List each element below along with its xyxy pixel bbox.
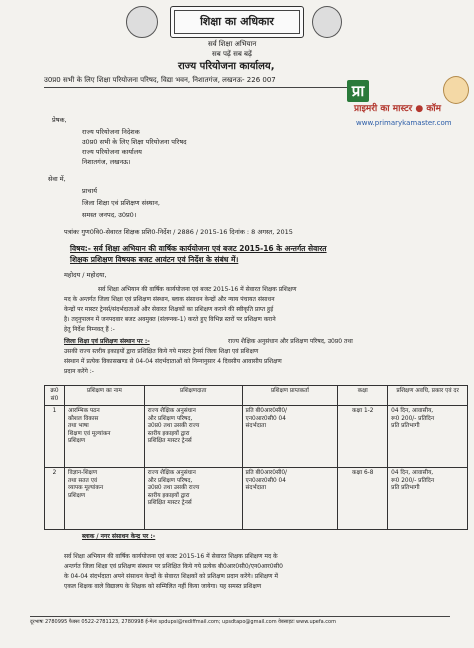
rte-banner <box>170 6 304 38</box>
col-header-sn: क्र0 सं0 <box>45 386 65 406</box>
col-header-class: कक्षा <box>338 386 388 406</box>
watermark-site-hindi: प्राइमरी का मास्टर ● कॉम <box>354 104 441 114</box>
cell-text: विज्ञान-शिक्षण <box>67 470 98 476</box>
col-header-name: प्रशिक्षण का नाम <box>64 386 144 406</box>
recipient-label: सेवा में, <box>48 175 66 183</box>
para1-line5: हेतु निर्देश निम्नवत् हैं :- <box>64 326 115 333</box>
cell-text: प्रशिक्षण <box>67 438 86 444</box>
cell-text: प्रति प्रतिभागी <box>391 485 420 491</box>
banner-title: शिक्षा का अधिकार <box>174 10 300 34</box>
cell-text: तथा भाषा <box>67 423 89 429</box>
col-header-duration: प्रशिक्षण अवधि, प्रकार एवं दर <box>388 386 468 406</box>
cell-duration <box>388 406 468 468</box>
tagline-motto: सब पढ़ें सब बढ़ें <box>212 50 252 58</box>
reference-number: पत्रांकः गुण0वि0-सेवारत शिक्षक प्रशि0-निर्देश / 2886 / 2015-16 दिनांक : 8 अगस्त, 2015 <box>64 228 293 236</box>
cell-sn: 1 <box>45 406 65 468</box>
office-address: उ0प्र0 सभी के लिए शिक्षा परियोजना परिषद, विद्या भवन, निशातगंज, लखनऊ- 226 007 <box>44 76 276 84</box>
para2-line3: के 04-04 संदर्भदाता अपने संसाधन केन्द्रों के सेवारत शिक्षकों को प्रशिक्षण प्रदान करेंगे। प्रशिक्षण में <box>64 573 278 580</box>
cell-text: राज्य शैक्षिक अनुसंधान <box>147 470 196 476</box>
para2-line4: एकल शिक्षक वाले विद्यालय के शिक्षक को सम्मिलित नहीं किया जायेगा। यह समस्त प्रशिक्षण <box>64 583 262 590</box>
reading-child-illustration <box>126 6 158 38</box>
cell-text: 04 दिन, आवासीय, <box>391 408 434 414</box>
sender-label: प्रेषक, <box>52 116 67 124</box>
office-name: राज्य परियोजना कार्यालय, <box>178 61 275 72</box>
cell-text: और प्रशिक्षण परिषद, <box>147 477 193 484</box>
subject-line1: विषय:- सर्व शिक्षा अभियान की वार्षिक कार्ययोजना एवं बजट 2015-16 के अन्तर्गत सेवारत <box>70 244 327 253</box>
cell-class: कक्षा 1-2 <box>338 406 388 468</box>
cell-text: आरम्भिक पठन <box>67 408 100 414</box>
cell-text: स्तरीय इकाइयों द्वारा <box>147 430 190 437</box>
cell-text: संदर्भदाता <box>245 485 266 491</box>
cell-text: प्रशिक्षित मास्टर ट्रेनर्स <box>147 500 192 506</box>
cell-text: स्तरीय इकाइयों द्वारा <box>147 492 190 499</box>
cell-sn: 2 <box>45 468 65 530</box>
cell-text: रू0 200/- प्रतिदिन <box>391 415 435 422</box>
sender-line4: निशातगंज, लखनऊ। <box>82 158 131 166</box>
para1-line1: सर्व शिक्षा अभियान की वार्षिक कार्ययोजना एवं बजट 2015-16 में सेवारत शिक्षक प्रशिक्षण <box>98 286 297 293</box>
para2-line1: सर्व शिक्षा अभियान की वार्षिक कार्ययोजना एवं बजट 2015-16 में सेवारत शिक्षक प्रशिक्षण मद के <box>64 553 278 560</box>
table-row <box>45 468 468 530</box>
cell-trainee <box>242 406 338 468</box>
cell-duration <box>388 468 468 530</box>
reading-child-illustration-right <box>312 6 342 38</box>
cell-text: रू0 200/- प्रतिदिन <box>391 477 435 484</box>
footer-rule <box>30 616 450 617</box>
cell-trainer <box>144 468 242 530</box>
cell-name <box>64 468 144 530</box>
cell-trainer <box>144 406 242 468</box>
sender-line1: राज्य परियोजना निदेशक <box>82 128 140 136</box>
sender-line2: उ0प्र0 सभी के लिए शिक्षा परियोजना परिषद <box>82 138 187 146</box>
subject-line2: शिक्षक प्रशिक्षण विषयक बजट आवंटन एवं निर्देश के संबंध में। <box>70 255 239 264</box>
cell-text: प्रशिक्षण <box>67 492 86 499</box>
cell-name <box>64 406 144 468</box>
para2-line2: अन्तर्गत जिला शिक्षा एवं प्रशिक्षण संस्थान पर प्रशिक्षित किये गये प्रत्येक बी0आर0सी0/एन0आर0सी0 <box>64 563 283 570</box>
cell-text: उ0प्र0 तथा उसकी राज्य <box>147 485 200 491</box>
para1-line2: मद के अन्तर्गत जिला शिक्षा एवं प्रशिक्षण संस्थान, ब्लाक संसाधन केन्द्रों और न्याय पंचायत संसाधन <box>64 296 275 303</box>
cell-text: प्रति बी0आर0सी0/ <box>245 470 288 476</box>
cell-text: प्रशिक्षित मास्टर ट्रेनर्स <box>147 438 192 444</box>
master-face-icon <box>443 76 469 104</box>
cell-text: प्रति प्रतिभागी <box>391 423 420 429</box>
cell-text: 04 दिन, आवासीय, <box>391 470 434 476</box>
tagline-ssa: सर्व शिक्षा अभियान <box>208 40 257 48</box>
cell-text: उ0प्र0 तथा उसकी राज्य <box>147 423 200 429</box>
cell-text: और प्रशिक्षण परिषद, <box>147 415 193 422</box>
watermark-url: www.primarykamaster.com <box>356 119 452 127</box>
diet-para-line1: राज्य शैक्षिक अनुसंधान और प्रशिक्षण परिषद, उ0प्र0 तथा <box>228 338 353 345</box>
cell-class: कक्षा 6-8 <box>338 468 388 530</box>
footer-contact: दूरभाषः 2780995 फैक्सः 0522-2781123, 2780998 ई-मेलः spdupsi@rediffmail.com; upsdtapo@gmail.com वेबसाइटः www.upefa.com <box>30 619 336 625</box>
subject <box>70 243 327 265</box>
recipient-line2: जिला शिक्षा एवं प्रशिक्षण संस्थान, <box>82 199 160 207</box>
header-rule <box>44 87 362 88</box>
cell-text: तथा सतत एवं <box>67 477 98 484</box>
col-header-trainer: प्रशिक्षणदाता <box>144 386 242 406</box>
cell-text: संदर्भदाता <box>245 423 266 429</box>
recipient-line3: समस्त जनपद, उ0प्र0। <box>82 211 137 219</box>
cell-text: शिक्षण एवं मूल्यांकन <box>67 430 111 437</box>
cell-text: कौशल विकास <box>67 415 99 422</box>
diet-para-line4: प्रदान करेंगे :- <box>64 368 94 375</box>
salutation: महोदय / महोदया, <box>64 271 107 279</box>
table-row <box>45 406 468 468</box>
cell-text: प्रति बी0आर0सी0/ <box>245 408 288 414</box>
diet-para-line2: उसकी राज्य स्तरीय इकाइयों द्वारा प्रशिक्षित किये गये मास्टर ट्रेनर्स जिला शिक्षा एवं प्रशिक्षण <box>64 348 259 355</box>
diet-para-line3: संस्थान में प्रत्येक विकासखण्ड से 04-04 संदर्भदाताओं को निम्नानुसार 4 दिवसीय आवासीय प्रशिक्षण <box>64 358 282 365</box>
recipient-line1: प्राचार्य <box>82 187 97 195</box>
cell-text: व्यापक मूल्यांकन <box>67 485 104 491</box>
para1-line4: है। तद्नुपालन में जनपदवार बजट अवमुक्त (संलग्नक-1) करते हुए विभिन्न स्तरों पर प्रशिक्षण कराने <box>64 316 276 323</box>
cell-text: एन0आर0सी0 04 <box>245 415 286 422</box>
para1-line3: केन्द्रों पर मास्टर ट्रेनर्स/संदर्भदाताओं और सेवारत शिक्षकों का प्रशिक्षण कराने की स्वीकृति प्राप्त हुई <box>64 306 274 313</box>
diet-heading: जिला शिक्षा एवं प्रशिक्षण संस्थान पर :- <box>64 338 150 345</box>
cell-text: राज्य शैक्षिक अनुसंधान <box>147 408 196 414</box>
cell-text: एन0आर0सी0 04 <box>245 477 286 484</box>
watermark-logo-icon: प्रा <box>347 80 369 102</box>
cell-trainee <box>242 468 338 530</box>
table-header-row <box>45 386 468 406</box>
sender-line3: राज्य परियोजना कार्यालय <box>82 148 142 156</box>
block-heading: ब्लाक / नगर संसाधन केन्द्र पर :- <box>82 533 156 540</box>
col-header-trainee: प्रशिक्षण प्राप्तकर्ता <box>242 386 338 406</box>
training-table <box>44 385 468 530</box>
